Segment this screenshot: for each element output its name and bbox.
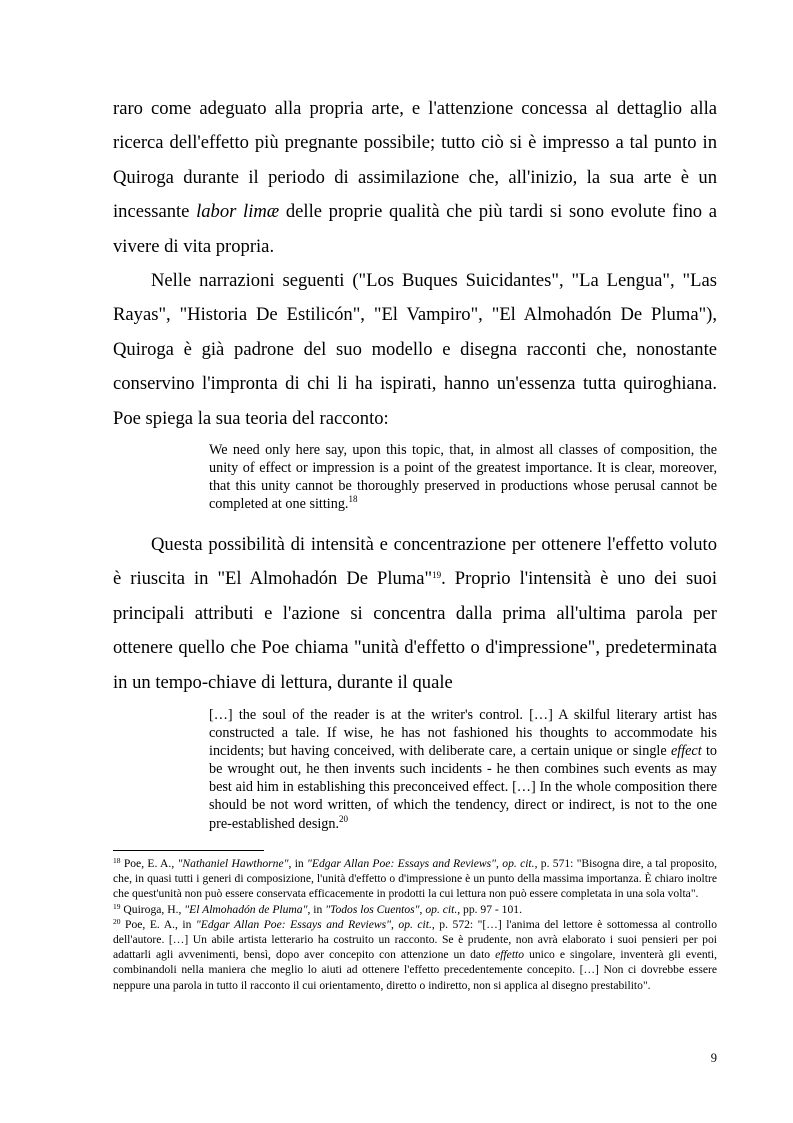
quote-text: to be wrought out, he then invents such incidents - he then combines such events as may best aid him in establishing this preconceived effect. […] In the whole composition there should be not word written, of which the tendency, direct or indirect, is not to the one pre-established design. <box>209 743 717 832</box>
footnote-emphasis: effetto <box>495 948 525 962</box>
page-number: 9 <box>710 1051 717 1065</box>
footnote-text: , pp. 97 - 101. <box>457 902 522 916</box>
footnote-text: , in <box>307 902 326 916</box>
footnote-ref-18[interactable]: 18 <box>348 494 358 505</box>
paragraph-text: . Proprio l'intensità è uno dei suoi principali attributi e l'azione si concentra dalla prima all'ultima parola per ottenere quello che Poe chiama "unità d'effetto o d'impressione", predeterminata in un tempo-chiave di lettura, durante il quale <box>113 568 717 693</box>
footnote-separator <box>113 850 264 851</box>
footnote-text: , p. 572: "[…] l'anima del lettore è sottomessa al controllo dell'autore. […] Un abile artista letterario ha costruito un racconto. Se è prudente, non avrà elaborato i suoi pensieri per poi adattarli agli avvenimenti, bensì, dopo aver concepito con attenzione un dato <box>113 917 717 962</box>
footnote-text: , <box>390 917 399 931</box>
footnote-text: Poe, E. A., in <box>125 917 196 931</box>
footnote-20 <box>113 917 717 993</box>
footnote-text: , in <box>288 857 308 870</box>
quote-emphasis: effect <box>670 743 702 760</box>
footnote-number: 18 <box>113 856 121 865</box>
footnote-title: "Todos los Cuentos" <box>325 902 420 916</box>
footnote-19 <box>113 902 717 917</box>
footnote-title: "Edgar Allan Poe: Essays and Reviews" <box>307 857 497 870</box>
footnote-text: , <box>419 902 426 916</box>
paragraph-intensita <box>113 528 717 700</box>
paragraph-text: Questa possibilità di intensità e concentrazione per ottenere l'effetto voluto è riuscita in "El Almohadón De Pluma" <box>113 534 717 590</box>
block-quote-soul-of-reader <box>209 706 717 833</box>
footnote-opcit: op. cit. <box>425 902 458 916</box>
footnotes <box>113 856 717 993</box>
footnote-title: "Edgar Allan Poe: Essays and Reviews" <box>195 917 391 931</box>
footnote-text: Poe, E. A., <box>123 857 178 870</box>
quote-text: We need only here say, upon this topic, that, in almost all classes of composition, the unity of effect or impression is a point of the greatest importance. It is clear, moreover, that this unity cannot be thoroughly preserved in productions whose perusal cannot be completed at one sitting. <box>209 442 717 513</box>
footnote-number: 19 <box>113 901 121 911</box>
footnote-text: , p. 571: "Bisogna dire, a tal proposito, che, in quasi tutti i generi di composizione, l'unità d'effetto o d'impressione è un punto della massima importanza. È chiaro inoltre che quest'unità non può essere conservata efficacemente in prodotti la cui lettura non può essere completata in una sola volta". <box>113 857 718 901</box>
footnote-title: "Nathaniel Hawthorne" <box>177 857 289 870</box>
footnote-text: , <box>496 857 503 870</box>
footnote-title: "El Almohadón de Pluma" <box>184 902 308 916</box>
paragraph-narrazioni <box>113 264 717 436</box>
footnote-text: unico e singolare, inventerà gli eventi, combinandoli nella maniera che meglio lo aiuti ad ottenere l'effetto precedentemente concepito. […] Non ci dovrebbe essere neppure una parola in tutto il racconto il cui orientamento, diretto o indiretto, non si applica al disegno prestabilito". <box>113 948 717 992</box>
paragraph-text: raro come adeguato alla propria arte, e l'attenzione concessa al dettaglio alla ricerca dell'effetto più pregnante possibile; tutto ciò si è impresso a tal punto in Quiroga durante il periodo di assimilazione che, all'inizio, la sua arte è un incessante <box>113 98 717 223</box>
footnote-opcit: op. cit. <box>398 917 432 931</box>
footnote-18 <box>113 856 717 902</box>
footnote-ref-19[interactable]: 19 <box>432 570 442 581</box>
paragraph-text: delle proprie qualità che più tardi si sono evolute fino a vivere di vita propria. <box>113 201 718 257</box>
block-quote-unity-of-effect <box>209 441 717 513</box>
latin-phrase: labor limæ <box>196 201 280 223</box>
footnote-ref-20[interactable]: 20 <box>339 813 349 824</box>
quote-text: […] the soul of the reader is at the writer's control. […] A skilful literary artist has constructed a tale. If wise, he has not fashioned his thoughts to accommodate his incidents; but having conceived, with deliberate care, a certain unique or single <box>209 707 717 760</box>
footnote-text: Quiroga, H., <box>123 902 185 916</box>
paragraph-continuation <box>113 92 717 264</box>
footnote-number: 20 <box>113 916 121 926</box>
paragraph-text: Nelle narrazioni seguenti ("Los Buques Suicidantes", "La Lengua", "Las Rayas", "Historia De Estilicón", "El Vampiro", "El Almohadón De Pluma"), Quiroga è già padrone del suo modello e disegna racconti che, nonostante conservino l'impronta di chi li ha ispirati, hanno un'essenza tutta quiroghiana. Poe spiega la sua teoria del racconto: <box>113 270 717 429</box>
footnote-opcit: op. cit. <box>502 857 535 870</box>
